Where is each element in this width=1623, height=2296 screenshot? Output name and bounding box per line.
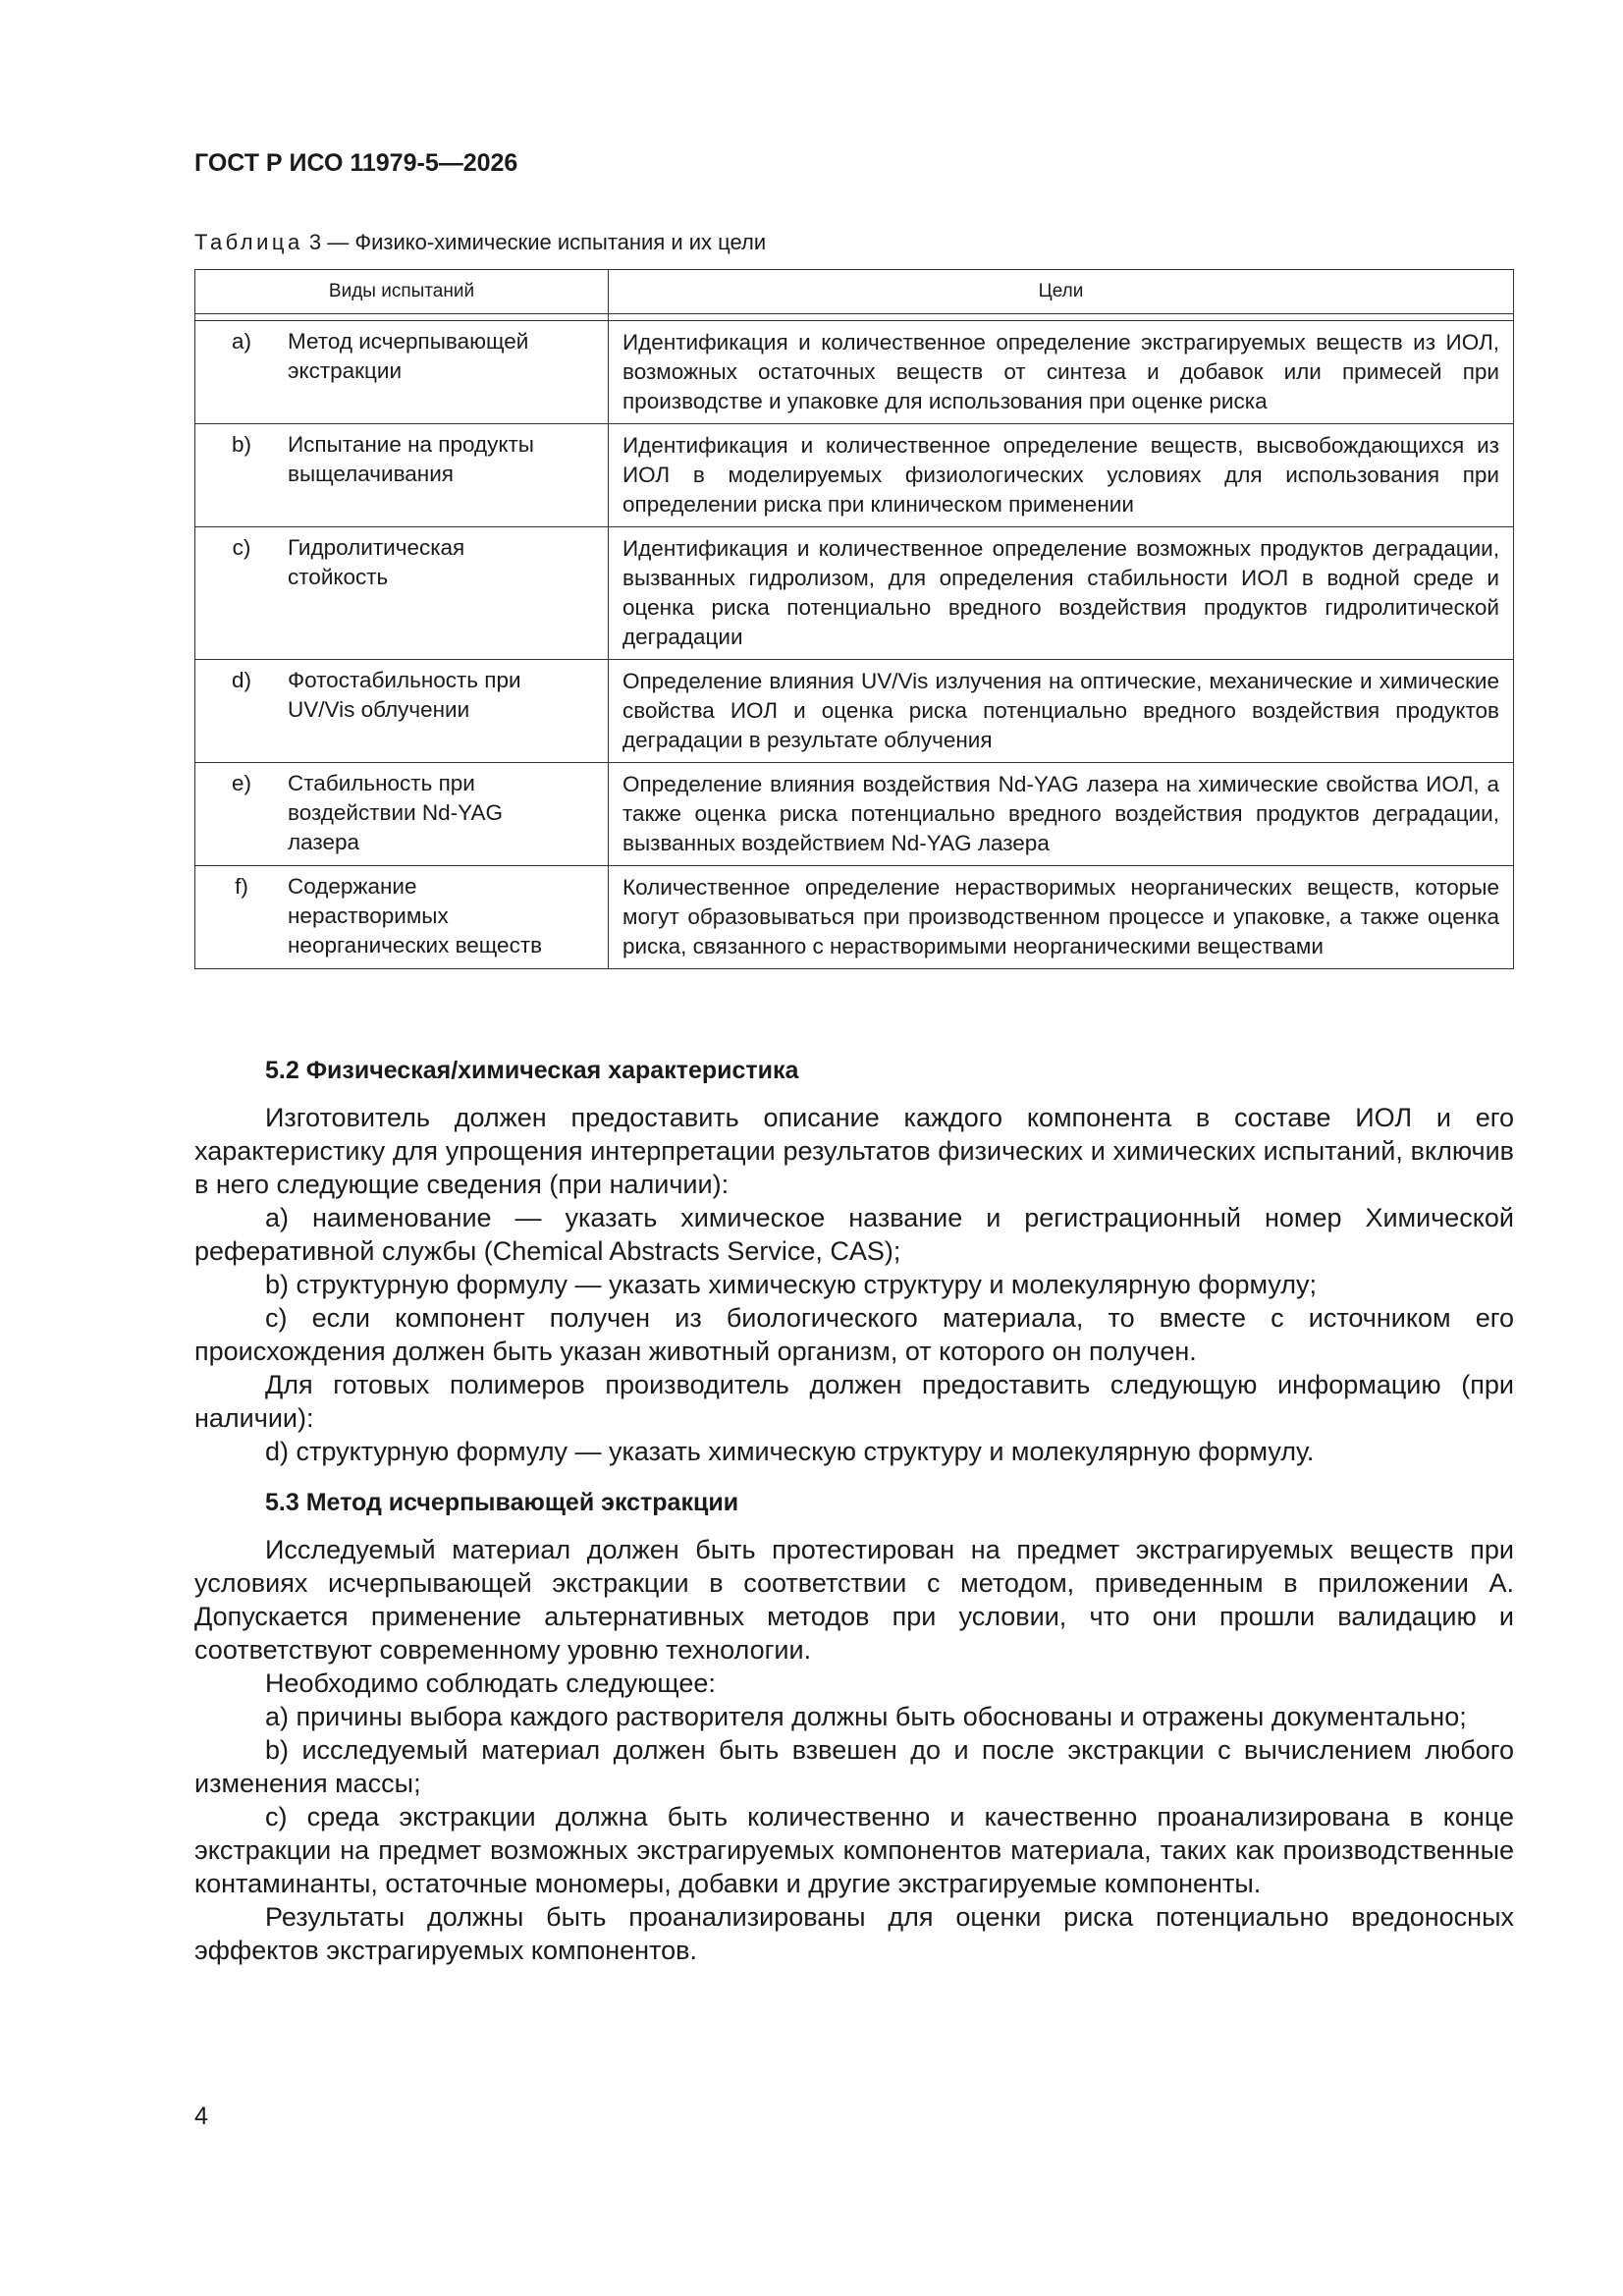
paragraph: Исследуемый материал должен быть протестирован на предмет экстрагируемых веществ при условиях исчерпывающей экстракции в соответствии с методом, приведенным в приложении А. Допускается применение альтернативных методов при условии, что они прошли валидацию и соответствуют современному уровню технологии. [194, 1535, 1514, 1665]
test-goal-cell: Количественное определение нерастворимых неорганических веществ, которые могут образовываться при производственном процессе и упаковке, а также оценка риска, связанного с нерастворимыми неорганическими веществами [609, 866, 1514, 969]
table-row [195, 321, 1514, 424]
section-heading-5-3: 5.3 Метод исчерпывающей экстракции [265, 1489, 739, 1516]
test-type-name: Гидролитическая стойкость [288, 535, 465, 589]
test-type-cell [195, 321, 609, 424]
test-goal-cell: Определение влияния воздействия Nd-YAG лазера на химические свойства ИОЛ, а также оценка риска потенциально вредного воздействия продуктов деградации, вызванных воздействием Nd-YAG лазера [609, 763, 1514, 866]
main-text [194, 1054, 1514, 1967]
list-item: b) исследуемый материал должен быть взвешен до и после экстракции с вычислением любого изменения массы; [194, 1735, 1514, 1798]
table-caption-title: 3 — Физико-химические испытания и их цели [302, 230, 767, 254]
table-caption [194, 230, 766, 255]
test-type-cell [195, 527, 609, 660]
list-item: a) причины выбора каждого растворителя должны быть обоснованы и отражены документально; [265, 1702, 1467, 1731]
test-type-name: Содержание нерастворимых неорганических веществ [288, 874, 543, 957]
document-header: ГОСТ Р ИСО 11979-5—2026 [194, 149, 518, 177]
table-row [195, 660, 1514, 763]
page-number: 4 [194, 2103, 208, 2130]
test-goal-cell: Идентификация и количественное определение экстрагируемых веществ из ИОЛ, возможных остаточных веществ от синтеза и добавок или примесей при производстве и упаковке для использования при оценке риска [609, 321, 1514, 424]
row-letter: f) [235, 874, 248, 899]
row-letter: a) [231, 329, 251, 354]
paragraph: Необходимо соблюдать следующее: [265, 1668, 716, 1698]
test-type-name: Стабильность при воздействии Nd-YAG лазера [288, 771, 503, 854]
list-item: c) среда экстракции должна быть количественно и качественно проанализирована в конце экстракции на предмет возможных экстрагируемых компонентов материала, таких как производственные контаминанты, остаточные мономеры, добавки и другие экстрагируемые компоненты. [194, 1802, 1514, 1898]
section-5-2 [194, 1054, 1514, 1468]
gap-cell [195, 314, 609, 321]
list-item: c) если компонент получен из биологического материала, то вместе с источником его происхождения должен быть указан животный организм, от которого он получен. [194, 1303, 1514, 1366]
column-header-type: Виды испытаний [195, 270, 609, 314]
row-letter: d) [231, 668, 251, 692]
row-letter: b) [231, 432, 251, 457]
row-letter: e) [231, 771, 251, 795]
table-caption-label: Таблица [194, 230, 303, 254]
test-goal-cell: Определение влияния UV/Vis излучения на оптические, механические и химические свойства ИОЛ и оценка риска потенциально вредного воздействия продуктов деградации в результате облучения [609, 660, 1514, 763]
row-letter: c) [232, 535, 251, 560]
table-row [195, 527, 1514, 660]
test-type-name: Фотостабильность при UV/Vis облучении [288, 668, 521, 722]
table-row [195, 424, 1514, 527]
paragraph: Результаты должны быть проанализированы для оценки риска потенциально вредоносных эффектов экстрагируемых компонентов. [194, 1902, 1514, 1965]
table-row [195, 866, 1514, 969]
paragraph: Для готовых полимеров производитель должен предоставить следующую информацию (при наличии): [194, 1370, 1514, 1433]
test-type-cell [195, 763, 609, 866]
test-type-cell [195, 424, 609, 527]
list-item: b) структурную формулу — указать химическую структуру и молекулярную формулу; [265, 1270, 1318, 1299]
list-item: a) наименование — указать химическое название и регистрационный номер Химической реферативной службы (Chemical Abstracts Service, CAS); [194, 1203, 1514, 1266]
section-5-3 [194, 1486, 1514, 1967]
table-header-row [195, 270, 1514, 314]
test-type-cell [195, 660, 609, 763]
test-goal-cell: Идентификация и количественное определение веществ, высвобождающихся из ИОЛ в моделируемых физиологических условиях для использования при определении риска при клиническом применении [609, 424, 1514, 527]
table-header-gap [195, 314, 1514, 321]
list-item: d) структурную формулу — указать химическую структуру и молекулярную формулу. [265, 1437, 1315, 1466]
tests-table [194, 269, 1514, 969]
gap-cell [609, 314, 1514, 321]
paragraph: Изготовитель должен предоставить описание каждого компонента в составе ИОЛ и его характеристику для упрощения интерпретации результатов физических и химических испытаний, включив в него следующие сведения (при наличии): [194, 1103, 1514, 1199]
test-goal-cell: Идентификация и количественное определение возможных продуктов деградации, вызванных гидролизом, для определения стабильности ИОЛ в водной среде и оценка риска потенциально вредного воздействия продуктов гидролитической деградации [609, 527, 1514, 660]
test-type-name: Метод исчерпывающей экстракции [288, 329, 529, 383]
table-row [195, 763, 1514, 866]
test-type-cell [195, 866, 609, 969]
test-type-name: Испытание на продукты выщелачивания [288, 432, 534, 486]
section-heading-5-2: 5.2 Физическая/химическая характеристика [265, 1057, 799, 1084]
table-body [195, 321, 1514, 969]
column-header-goal: Цели [609, 270, 1514, 314]
